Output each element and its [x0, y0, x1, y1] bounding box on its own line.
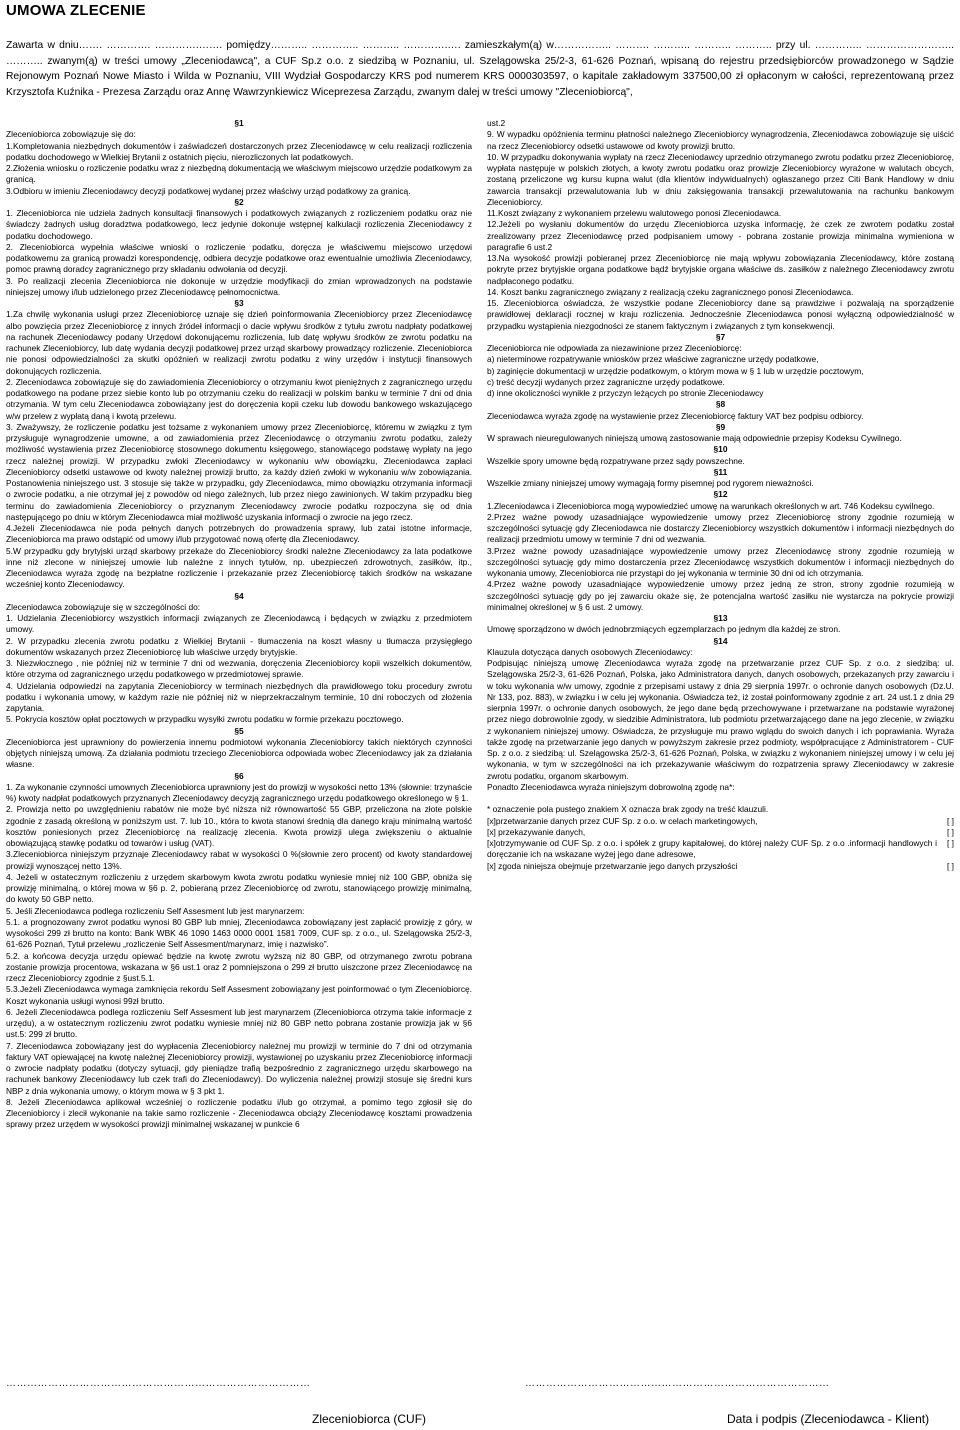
- clause-paragraph: 8. Jeżeli Zleceniodawca aplikował wcześniej o rozliczenie podatku i/lub go otrzymał, a pomimo tego zgłosił się do Zleceniobiorcy i zlecił wykonanie na takie samo rozliczenie - Zleceniodawca obciąży Zleceniodawcę kosztami prowadzenia sprawy przez urzędem w wysokości prowizji minimalnej wskazanej w punkcie 6: [6, 1096, 472, 1130]
- section-heading: §10: [713, 444, 728, 455]
- clause-paragraph: 2. Zleceniodawca zobowiązuje się do zawiadomienia Zleceniobiorcy o otrzymaniu kwot pieniężnych z zagranicznego urzędu podatkowego na podane przez siebie konto lub po otrzymaniu czeku do realizacji w polskim banku w terminie 7 dni od dnia otrzymania. W tym celu Zleceniodawca zobowiązany jest do doręczenia kopii czeku lub dowodu bankowego wskazującego w/w przelew z wypłatą daną i kwotą przelewu.: [6, 376, 472, 421]
- clause-paragraph: Klauzula dotycząca danych osobowych Zleceniodawcy:: [487, 646, 693, 657]
- clause-paragraph: 3.Odbioru w imieniu Zleceniodawcy decyzji podatkowej wydanej przez właściwy urząd podatkowy za granicą.: [6, 185, 411, 196]
- clause-paragraph: 3. Zważywszy, że rozliczenie podatku jest tożsame z wykonaniem umowy przez Zleceniobiorcę, któremu w związku z tym przysługuje wynagrodzenie umowne, a od zawiadomienia przez Zleceniodawcę o otrzymaniu zwrotu podatku, zależy możliwość wystawienia przez Zleceniobiorcę stosownego dokumentu księgowego, stanowiącego podstawę wypłaty na jego rzecz należnej prowizji. W przypadku zwłoki Zleceniodawcy w wykonaniu w/w obowiązku, Zleceniodawca zapłaci Zleceniobiorcy odsetki ustawowe od kwoty należnej prowizji brutto, za każdy dzień zwłoki w wykonaniu w/w zobowiązania. Postanowienia niniejszego ust. 3 stosuje się także w przypadku, gdy Zleceniodawca, mimo obowiązku otrzymania informacji o zwrocie podatku, a nie otrzymał jej z powodów od niego zależnych, lub przez niego zawinionych. W takim przypadku bieg terminu do zawiadomienia Zleceniobiorcy o przyznanym Zleceniodawcy zwrocie podatku rozpoczyna się od dnia następującego po dniu w którym Zleceniodawca miał możliwość uzyskania informacji o zwrocie na jego rzecz.: [6, 421, 472, 522]
- consent-option-text: [x]przetwarzanie danych przez CUF Sp. z o.o. w celach marketingowych,: [487, 815, 758, 826]
- consent-checkbox[interactable]: [ ]: [947, 815, 954, 826]
- clause-paragraph: 4. Jeżeli w ostatecznym rozliczeniu z urzędem skarbowym kwota zwrotu podatku wyniesie mniej niż 100 GBP, obniża się prowizję minimalną, o której mowa w §6 p. 2, pobieraną przez Zleceniobiorcę od zwrotu, stanowiącego prowizję minimalną, do kwoty 50 GBP netto.: [6, 871, 472, 905]
- clause-paragraph: a) nieterminowe rozpatrywanie wniosków przez właściwe zagraniczne urzędy podatkowe,: [487, 354, 819, 365]
- section-heading: §7: [715, 331, 726, 342]
- section-heading: §9: [715, 421, 726, 432]
- section-heading: §2: [234, 196, 244, 207]
- clause-paragraph: Zleceniodawca zobowiązuje się w szczególności do:: [6, 601, 201, 612]
- clause-paragraph: 11.Koszt związany z wykonaniem przelewu walutowego ponosi Zleceniodawca.: [487, 208, 782, 218]
- clause-paragraph: 2. W przypadku zlecenia zwrotu podatku z Wielkiej Brytanii - tłumaczenia na koszt własny u tłumacza przysięgłego dokumentów wskazanych przez Zleceniobiorcę lub właściwe urzędy brytyjskie.: [6, 635, 472, 657]
- clause-paragraph: 14. Koszt banku zagranicznego związany z realizacją czeku zagranicznego ponosi Zleceniodawca.: [487, 286, 854, 297]
- clause-paragraph: Ponadto Zleceniodawca wyraża niniejszym dobrowolną zgodę na*:: [487, 781, 735, 792]
- clause-paragraph: Zleceniodawca wyraża zgodę na wystawienie przez Zleceniobiorcę faktury VAT bez podpisu odbiorcy.: [487, 410, 864, 421]
- section-heading: §6: [234, 770, 244, 781]
- clause-paragraph: 7. Zleceniodawca zobowiązany jest do wypłacenia Zleceniobiorcy należnej mu prowizji w terminie do 7 dni od otrzymania faktury VAT opiewającej na kwotę należnej Zleceniobiorcy prowizji, wystawionej po uzyskaniu przez Zleceniobiorcę informacji o zwrocie nadpłaty podatku (dotyczy sytuacji, gdy pieniądze trafią bezpośrednio z zagranicznego urzędu skarbowego na rachunek bankowy Zleceniodawcy lub czek trafi do Zleceniodawcy). Do wyliczenia należnej prowizji stosuje się średni kurs NBP z dnia wykonania umowy, o którym mowa w § 3 pkt 1.: [6, 1040, 472, 1096]
- right-column: [487, 118, 954, 872]
- signature-label-contractor: Zleceniobiorca (CUF): [312, 1412, 427, 1426]
- clause-paragraph: 3.Przez ważne powody uzasadniające wypowiedzenie umowy przez Zleceniodawcę strony zgodnie rozumieją w szczególności sytuację gdy mimo dostarczenia przez Zleceniodawcę wszystkich dokumentów i informacji niezbędnych do wykonania umowy, Zleceniobiorca nie przystąpi do jej wykonania w terminie 30 dni od ich otrzymania.: [487, 545, 954, 578]
- clause-paragraph: 15. Zleceniobiorca oświadcza, że wszystkie podane Zleceniobiorcy dane są prawdziwe i pozwalają na sporządzenie prawidłowej deklaracji rocznej w kraju rozliczenia. Jednocześnie Zleceniodawca ponosi wyłączną odpowiedzialność w przypadku wystąpienia niezgodności ze stanem faktycznym i związanych z tym konsekwencji.: [487, 298, 954, 331]
- section-heading: §3: [234, 298, 244, 308]
- consent-checkbox[interactable]: [ ]: [947, 860, 954, 871]
- clause-paragraph: 9. W wypadku opóźnienia terminu płatności należnego Zleceniobiorcy wynagrodzenia, Zleceniodawca zobowiązuje się uiścić na rzecz Zleceniobiorcy odsetki ustawowe od kwoty prowizji brutto.: [487, 129, 954, 151]
- clause-paragraph: Zleceniobiorca nie odpowiada za niezawinione przez Zleceniobiorcę:: [487, 343, 742, 353]
- clause-paragraph: 5. Pokrycia kosztów opłat pocztowych w przypadku wysyłki zwrotu podatku w formie przekazu pocztowego.: [6, 714, 404, 725]
- consent-checkbox[interactable]: [ ]: [947, 838, 954, 848]
- consent-option: [487, 861, 954, 872]
- clause-paragraph: 2. Zleceniobiorca wypełnia właściwe wnioski o rozliczenie podatku, doręcza je właściwemu miejscowo urzędowi podatkowemu za granicą prowadzi korespondencję, odbiera decyzje podatkowe oraz ewentualnie umożliwia Zleceniodawcy, pomoc prawną doradcy zagranicznego przy składaniu odwołania od decyzji.: [6, 241, 472, 275]
- section-heading: §13: [713, 613, 728, 623]
- clause-paragraph: Zleceniobiorca jest uprawniony do powierzenia innemu podmiotowi wykonania Zleceniobiorcy takich niektórych czynności objętych niniejszą umową. Za działania podmiotu trzeciego Zleceniobiorca odpowiada wobec Zleceniodawcy jak za działania własne.: [6, 736, 472, 770]
- clause-paragraph: 3.Zleceniobiorca niniejszym przyznaje Zleceniodawcy rabat w wysokości 0 %(słownie zero procent) od kwoty standardowej prowizji wynoszącej netto 13%.: [6, 849, 472, 871]
- clause-paragraph: 1. Zleceniobiorca nie udziela żadnych konsultacji finansowych i podatkowych związanych z rozliczeniem podatku oraz nie świadczy żadnych usług doradztwa podatkowego, lecz jedynie dokonuje wstępnej kalkulacji rozliczenia Zleceniodawcy z podatku dochodowego.: [6, 208, 472, 241]
- clause-paragraph: Wszelkie zmiany niniejszej umowy wymagają formy pisemnej pod rygorem nieważności.: [487, 478, 814, 488]
- clause-paragraph: Umowę sporządzono w dwóch jednobrzmiących egzemplarzach po jednym dla każdej ze stron.: [487, 624, 841, 635]
- section-heading: §11: [713, 466, 728, 477]
- clause-paragraph: Zleceniobiorca zobowiązuje się do:: [6, 129, 136, 140]
- clause-paragraph: 10. W przypadku dokonywania wypłaty na rzecz Zleceniodawcy uprzednio otrzymanego zwrotu podatku przez Zleceniobiorcę, wypłata następuje w polskich złotych, a kwoty zwrotu podatku oraz prowizje Zleceniobiorcy wyrażone w walutach obcych, zostaną przeliczone wg kursu kupna walut (dla klientów indywidualnych) ogłaszanego przez Citi Bank Handlowy w dniu zawarcia transakcji przewalutowania lub w dniu zaksięgowania transakcji przewalutowania na rachunku bankowym Zleceniobiorcy.: [487, 151, 954, 207]
- section-heading: §5: [234, 725, 244, 736]
- clause-paragraph: 1. Udzielania Zleceniobiorcy wszystkich informacji związanych ze Zleceniodawcą i będących w związku z przedmiotem umowy.: [6, 613, 472, 635]
- clause-paragraph: ust.2: [487, 118, 506, 128]
- consent-option-text: [x] przekazywanie danych,: [487, 826, 586, 837]
- section-heading: §8: [715, 399, 726, 410]
- left-column: [6, 118, 472, 1131]
- contract-intro: Zawarta w dniu……. …………. ………….……. pomiędzy……….. ………….. ……….. ………….…. zamieszkałym(ą) w…………….. ………. ……….. ……….. ……….. przy ul. ………….. …………………….. ……….. zwanym(ą) w treści umowy „Zleceniodawcą", a CUF Sp.z o.o. z siedzibą w Poznaniu, ul. Szelągowska 25/2-3, 61-626 Poznań, wpisaną do rejestru przedsiębiorców prowadzonego w Sądzie Rejonowym Poznań Nowe Miasto i Wilda w Poznaniu, VIII Wydział Gospodarczy KRS pod numerem KRS 0000303597, o kapitale zakładowym 337500,00 zł opłaconym w całości, reprezentowaną przez Krzysztofa Kuźnika - Prezesa Zarządu oraz Annę Wawrzynkiewicz Wiceprezesa Zarządu, zwanym dalej w treści umowy "Zleceniobiorcą",: [6, 40, 954, 98]
- clause-paragraph: 5.W przypadku gdy brytyjski urząd skarbowy przekaże do Zleceniobiorcy środki należne Zleceniodawcy za lata podatkowe inne niż zlecone w niniejszej umowie lub należne z innych tytułów, np. ubezpieczeń zdrowotnych, zasiłków, itp., Zleceniodawca wyraża zgodę na bezpłatne rozliczenie i przekazanie przez Zleceniobiorcę takich środków na wskazane wcześniej konto Zleceniodawcy.: [6, 545, 472, 590]
- clause-paragraph: 13.Na wysokość prowizji pobieranej przez Zleceniobiorcę nie mają wpływu zobowiązania Zleceniodawcy, które zostaną pokryte przez brytyjskie organa podatkowe bądź brytyjskie organa właściwe ds. zasiłków z należnego Zleceniodawcy zwrotu nadpłaconego podatku.: [487, 253, 954, 286]
- spacer: [487, 793, 954, 804]
- clause-paragraph: 5.3.Jeżeli Zleceniodawca wymaga zamknięcia rekordu Self Assesment zobowiązany jest poinformować o tym Zleceniobiorcę. Koszt wykonania usługi wynosi 99zł brutto.: [6, 984, 472, 1006]
- clause-paragraph: 5. Jeśli Zleceniodawca podlega rozliczeniu Self Assesment lub jest marynarzem:: [6, 905, 305, 916]
- clause-paragraph: 5.2. a końcowa decyzja urzędu opiewać będzie na kwotę zwrotu wyższą niż 80 GBP, od otrzymanego zwrotu pobrana zostanie prowizja procentowa, wskazana w §6 ust.1 oraz 2 pomniejszona o 299 zł brutto uiszczone przez Zleceniodawcę na rzecz Zleceniobiorcy zgodnie z §ust.5.1.: [6, 950, 472, 983]
- clause-paragraph: 3. Po realizacji zlecenia Zleceniobiorca nie dokonuje w urzędzie modyfikacji do zmian wprowadzonych na podstawie niniejszej umowy i/lub udzielonego przez Zleceniodawcę pełnomocnictwa.: [6, 275, 472, 297]
- clause-paragraph: 12.Jeżeli po wysłaniu dokumentów do urzędu Zleceniobiorca uzyska informację, że czek ze zwrotem podatku został zrealizowany przez Zleceniodawcę przed podpisaniem umowy - pobrana zostanie prowizja minimalna wymieniona w paragrafie 6 ust.2: [487, 219, 954, 252]
- clause-paragraph: 1.Kompletowania niezbędnych dokumentów i zaświadczeń dostarczonych przez Zleceniodawcę w celu realizacji rozliczenia podatku dochodowego w Wielkiej Brytanii z ostatnich pięciu, nierozliczonych lat podatkowych.: [6, 140, 472, 162]
- clause-paragraph: c) treść decyzji wydanych przez zagraniczne urzędy podatkowe.: [487, 376, 725, 387]
- section-heading: §14: [713, 635, 728, 646]
- clause-paragraph: b) zaginięcie dokumentacji w urzędzie podatkowym, o którym mowa w § 1 lub w urzędzie pocztowym,: [487, 365, 864, 376]
- document-title: UMOWA ZLECENIE: [6, 2, 146, 19]
- clause-paragraph: 5.1. a prognozowany zwrot podatku wynosi 80 GBP lub mniej, Zleceniodawca zobowiązany jest zapłacić prowizję z góry, w wysokości 299 zł brutto na konto: Bank WBK 46 1090 1463 0000 0001 1581 7009, CUF sp. z o.o., ul. Szelągowska 25/2-3, 61-626 Poznań, Tytuł przelewu „rozliczenie Self Assesment/marynarz, imię i nazwisko”.: [6, 916, 472, 950]
- signature-line-contractor: ……………………………………………………………………………: [6, 1378, 311, 1389]
- clause-paragraph: * oznaczenie pola pustego znakiem X oznacza brak zgody na treść klauzuli.: [487, 804, 769, 815]
- consent-option-text: [x] zgoda niniejsza obejmuje przetwarzanie jego danych przyszłości: [487, 860, 738, 871]
- clause-paragraph: 1. Za wykonanie czynności umownych Zleceniobiorca uprawniony jest do prowizji w wysokości netto 13% (słownie: trzynaście %) kwoty nadpłat podatkowych przyznanych Zleceniodawcy decyzją zagranicznego urzędu podatkowego określonego w § 1.: [6, 781, 472, 803]
- section-heading: §4: [234, 590, 244, 601]
- signature-label-client: Data i podpis (Zleceniodawca - Klient): [727, 1412, 930, 1426]
- clause-paragraph: 3. Niezwłocznego , nie później niż w terminie 7 dni od wezwania, doręczenia Zleceniobiorcy kopii wszelkich dokumentów, które otrzyma od zagranicznego urzędu podatkowego w przedmiotowej sprawie.: [6, 658, 472, 680]
- clause-paragraph: 1.Za chwilę wykonania usługi przez Zleceniobiorcę uznaje się dzień poinformowania Zleceniobiorcy przez Zleceniodawcę albo powzięcia przez Zleceniobiorcę z innych źródeł informacji o dacie wpływu środków z tytułu zwrotu nadpłaty podatkowej na rachunek Zleceniodawcy podany Urzędowi dokonującemu rozliczenia, lub datę wpływu środków ze zwrotu podatku na rachunek Zleceniobiorcy, lub datę wydania decyzji podatkowej przez urząd skarbowy prowadzący rozliczenie. Zleceniobiorca nie ponosi odpowiedzialności za skutki opóźnień w realizacji zwrotu podatku z winy urzędów i instytucji finansowych dokonujących rozliczenia.: [6, 309, 472, 376]
- signature-line-client: ……………………………………………………………………………: [525, 1378, 830, 1389]
- clause-paragraph: Podpisując niniejszą umowę Zleceniodawca wyraża zgodę na przetwarzanie przez CUF Sp. z o.o. z siedzibą: ul. Szelągowska 25/2-3, 61-626 Poznań, Polska, jako Administratora danych, danych osobowych, przekazanych przy zawarciu i w toku wykonania w/w umowy, zgodnie z przepisami ustawy z dnia 29 sierpnia 1997r. o ochronie danych osobowych (Dz.U. Nr 133, poz. 883), w związku i w celu jej wykonania. Oświadcza też, iż został poinformowany zgodnie z art. 24 ust.1 z dnia 29 sierpnia 1997r. o ochronie danych osobowych, że jego dane będą przechowywane i przetwarzane na podstawie wyrażonej przez niego dobrowolnie zgody, w siedzibie Administratora, lub podmiotu przetwarzającego dane na jego zlecenie, w związku z wykonaniem niniejszej umowy. Oświadcza, że przysługuje mu prawo wglądu do swoich danych i ich poprawiania. Wyraża także zgodę na przetwarzanie jego danych w powyższym zakresie przez podmioty, współpracujące z Administratorem - CUF Sp. z o.o. z siedzibą: ul. Szelągowska 25/2-3, 61-626 Poznań, Polska, w związku z wykonaniem niniejszej umowy i w celu jej wykonania, w tym w szczególności na ich przekazywanie właściwym do rozpatrzenia sprawy Zleceniodawcy w zakresie zwrotu podatku, organom skarbowym.: [487, 658, 954, 781]
- clause-paragraph: 2.Złożenia wniosku o rozliczenie podatku wraz z niezbędną dokumentacją we właściwym miejscowo urzędzie podatkowym za granicą.: [6, 163, 472, 185]
- clause-paragraph: d) inne okoliczności wynikłe z przyczyn leżących po stronie Zleceniodawcy: [487, 388, 764, 398]
- clause-paragraph: Wszelkie spory umowne będą rozpatrywane przez sądy powszechne.: [487, 455, 745, 466]
- clause-paragraph: 6. Jeżeli Zleceniodawca podlega rozliczeniu Self Assesment lub jest marynarzem (Zleceniobiorca otrzyma takie informacje z urzędu), a w ostatecznym rozliczeniu zwrot podatku wyniesie mniej niż 80 GBP netto pobrana zostanie prowizja jak w §6 ust.5: 299 zł brutto.: [6, 1006, 472, 1040]
- consent-option: [487, 816, 954, 827]
- clause-paragraph: 1.Zleceniodawca i Zleceniobiorca mogą wypowiedzieć umowę na warunkach określonych w art. 746 Kodeksu cywilnego.: [487, 500, 935, 511]
- section-heading: §1: [234, 118, 244, 128]
- clause-paragraph: 4. Udzielania odpowiedzi na zapytania Zleceniobiorcy w terminach niezbędnych dla prawidłowego toku procedury zwrotu podatku i wykonania umowy, w każdym razie nie później niż w nieprzekraczalnym terminie, 10 dni roboczych od złożenia zapytania.: [6, 680, 472, 713]
- section-heading: §12: [713, 489, 728, 500]
- clause-paragraph: 4.Przez ważne powody uzasadniające wypowiedzenie umowy przez jedną ze stron, strony zgodnie rozumieją w szczególności sytuację gdy po jej zawarciu okaże się, że potencjalna wartość zasiłku nie wystarcza na pokrycie prowizji minimalnej określonej w § 6 ust. 2 umowy.: [487, 579, 954, 612]
- clause-paragraph: 2.Przez ważne powody uzasadniające wypowiedzenie umowy przez Zleceniobiorcę strony zgodnie rozumieją w szczególności sytuację gdy Zleceniodawca nie dostarczy Zleceniobiorcy wszystkich dokumentów i informacji niezbędnych do realizacji przedmiotu umowy w terminie 7 dni od wezwania.: [487, 511, 954, 545]
- consent-checkbox[interactable]: [ ]: [947, 826, 954, 837]
- consent-option: [487, 838, 954, 861]
- clause-paragraph: 4.Jeżeli Zleceniodawca nie poda pełnych danych potrzebnych do prowadzenia sprawy, lub zatai istotne informacje, Zleceniobiorca ma prawo odstąpić od umowy i/lub przygotować nową ofertę dla Zleceniodawcy.: [6, 523, 472, 545]
- clause-paragraph: W sprawach nieuregulowanych niniejszą umową zastosowanie mają odpowiednie przepisy Kodeksu Cywilnego.: [487, 433, 902, 443]
- clause-paragraph: 2. Prowizja netto po uwzględnieniu rabatów nie może być niższa niż równowartość 55 GBP, przeliczona na złote polskie zgodnie z zasadą określoną w poniższym ust. 7. lub 10., która to kwota stanowi średnią dla danego kraju minimalną wartość kosztów poniesionych przez Zleceniobiorcę na realizację zlecenia. Kwota prowizji ulega zwiększeniu o aktualnie obowiązującą stawkę podatku od towarów i usług (VAT).: [6, 804, 472, 848]
- consent-option: [487, 827, 954, 838]
- consent-option-text: [x]otrzymywanie od CUF Sp. z o.o. i spółek z grupy kapitałowej, do której należy CUF Sp. z o.o .informacji handlowych i doręczanie ich na wskazane wyżej jego dane adresowe,: [487, 838, 938, 860]
